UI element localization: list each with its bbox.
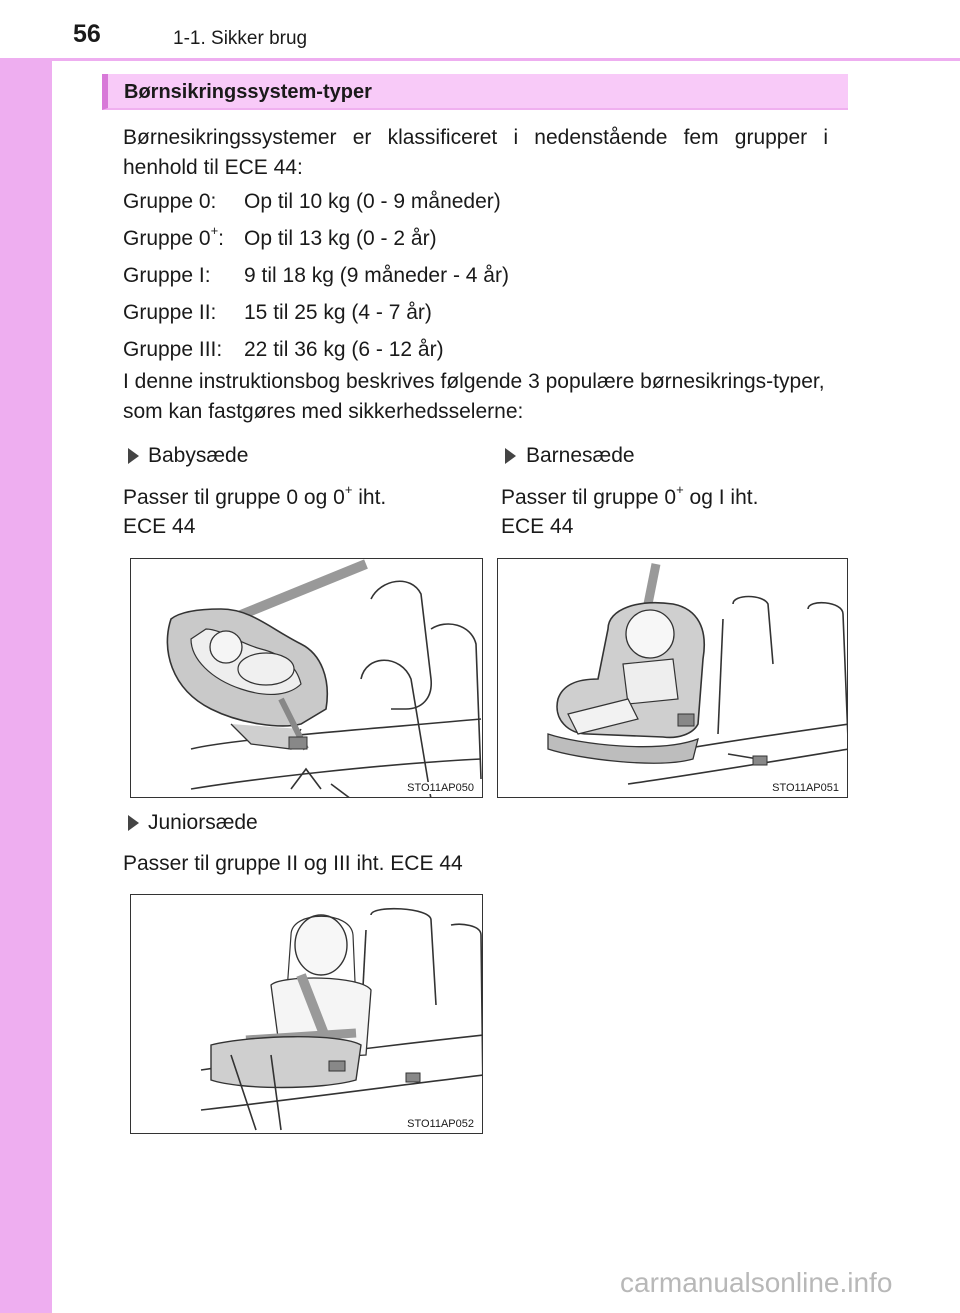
group-label: Gruppe I:: [123, 264, 211, 287]
seat-description-line2: ECE 44: [123, 515, 196, 538]
booster-seat-drawing: [131, 895, 483, 1134]
section-heading-text: Børnsikringssystem-typer: [124, 81, 372, 103]
group-value: 22 til 36 kg (6 - 12 år): [244, 338, 444, 361]
section-heading: [102, 74, 848, 110]
group-label: [123, 223, 224, 251]
group-value: Op til 10 kg (0 - 9 måneder): [244, 190, 501, 213]
figure-code: STO11AP051: [772, 782, 839, 794]
seat-description-line2: ECE 44: [501, 515, 574, 538]
group-value: 9 til 18 kg (9 måneder - 4 år): [244, 264, 509, 287]
group-label-main: Gruppe 0: [123, 227, 211, 250]
seat-description: [123, 483, 386, 513]
group-value: Op til 13 kg (0 - 2 år): [244, 227, 437, 250]
side-margin-bar: [0, 0, 52, 1313]
group-label-sup: +: [210, 223, 219, 238]
seat-name: Babysæde: [148, 444, 249, 467]
seat-desc-post: iht.: [352, 486, 387, 509]
group-label: Gruppe III:: [123, 338, 223, 361]
seat-desc-sup: +: [344, 482, 353, 497]
baby-seat-drawing: [131, 559, 483, 798]
header-rule: [0, 58, 960, 61]
seat-desc-post: og I iht.: [683, 486, 759, 509]
seat-description: [501, 483, 758, 513]
chapter-title: 1-1. Sikker brug: [173, 28, 308, 49]
booster-seat-illustration: [130, 894, 483, 1134]
intro-paragraph: Børnesikringssystemer er klassificeret i nedenstående fem grupper i henhold til ECE 44:: [123, 126, 828, 179]
bullet-triangle-icon: [128, 815, 139, 831]
bullet-triangle-icon: [505, 448, 516, 464]
watermark: carmanualsonline.info: [620, 1267, 893, 1298]
seat-description: Passer til gruppe II og III iht. ECE 44: [123, 852, 463, 875]
bullet-triangle-icon: [128, 448, 139, 464]
page-number: 56: [73, 20, 101, 48]
group-label: Gruppe 0:: [123, 190, 217, 213]
group-value: 15 til 25 kg (4 - 7 år): [244, 301, 432, 324]
seat-desc-pre: Passer til gruppe 0 og 0: [123, 486, 345, 509]
outro-paragraph: I denne instruktionsbog beskrives følgende 3 populære børnesikrings-typer, som kan fastgøres med sikkerhedsselerne:: [123, 370, 825, 423]
child-seat-drawing: [498, 559, 848, 798]
figure-code: STO11AP050: [407, 782, 474, 794]
group-label-end: :: [218, 227, 224, 250]
figure-code: STO11AP052: [407, 1118, 474, 1130]
seat-desc-sup: +: [676, 482, 684, 497]
child-seat-illustration: [497, 558, 848, 798]
seat-name: Barnesæde: [526, 444, 635, 467]
group-label: Gruppe II:: [123, 301, 217, 324]
baby-seat-illustration: [130, 558, 483, 798]
seat-name: Juniorsæde: [148, 811, 258, 834]
seat-desc-pre: Passer til gruppe 0: [501, 486, 677, 509]
page-header: [0, 0, 960, 60]
